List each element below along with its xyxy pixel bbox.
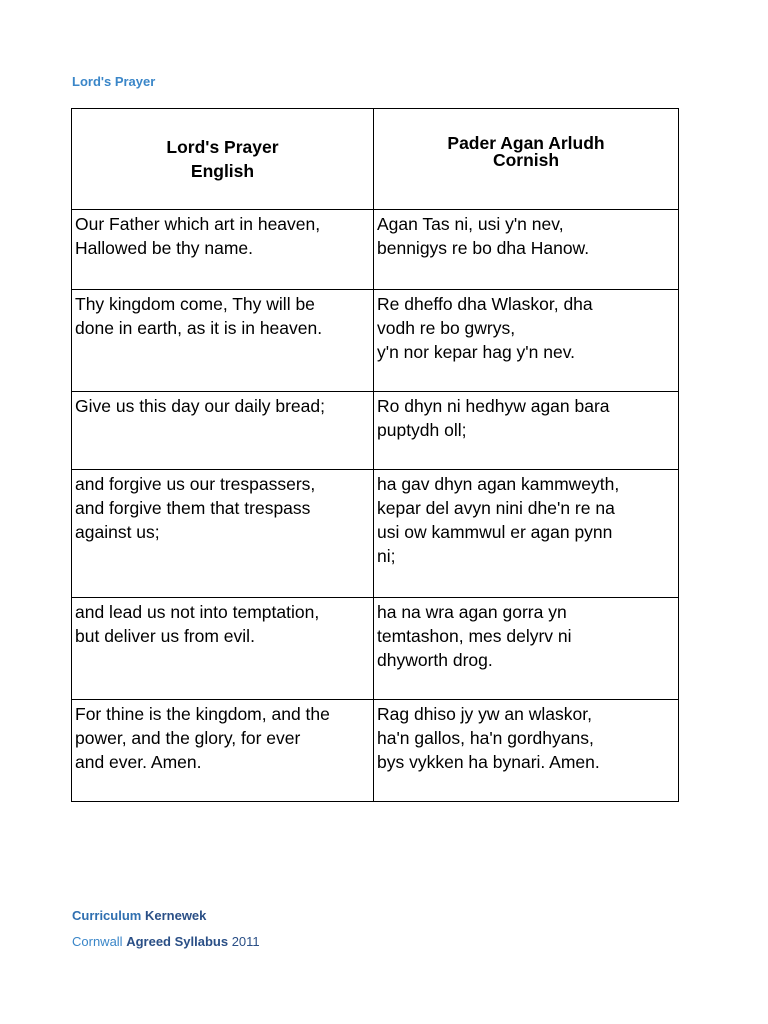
cornish-cell (374, 290, 679, 392)
english-cell (72, 598, 374, 700)
english-line: and ever. Amen. (75, 752, 202, 772)
table-row (72, 598, 679, 700)
cornish-line: ha'n gallos, ha'n gordhyans, (377, 728, 594, 748)
cornish-line: y'n nor kepar hag y'n nev. (377, 342, 576, 362)
english-line: For thine is the kingdom, and the (75, 704, 330, 724)
cornish-line: bennigys re bo dha Hanow. (377, 238, 590, 258)
cornish-line: ha gav dhyn agan kammweyth, (377, 474, 620, 494)
cornish-cell (374, 470, 679, 598)
footer-curriculum-word: Curriculum (72, 908, 142, 923)
header-cornish-cell (374, 109, 679, 210)
table-row (72, 290, 679, 392)
english-cell (72, 700, 374, 802)
cornish-line: Agan Tas ni, usi y'n nev, (377, 214, 564, 234)
cornish-line: dhyworth drog. (377, 650, 493, 670)
cornish-line: Ro dhyn ni hedhyw agan bara (377, 396, 610, 416)
header-english-title: Lord's Prayer (166, 137, 279, 157)
cornish-line: ni; (377, 546, 396, 566)
cornish-line: kepar del avyn nini dhe'n re na (377, 498, 615, 518)
english-line: done in earth, as it is in heaven. (75, 318, 323, 338)
cornish-cell (374, 700, 679, 802)
header-cornish-title: Pader Agan Arludh (447, 133, 605, 153)
cornish-line: Rag dhiso jy yw an wlaskor, (377, 704, 592, 724)
english-line: and forgive them that trespass (75, 498, 311, 518)
english-line: Hallowed be thy name. (75, 238, 254, 258)
cornish-line: ha na wra agan gorra yn (377, 602, 567, 622)
footer-cornwall-word: Cornwall (72, 934, 123, 949)
cornish-line: usi ow kammwul er agan pynn (377, 522, 613, 542)
table-header-row (72, 109, 679, 210)
table-body (72, 210, 679, 802)
cornish-line: puptydh oll; (377, 420, 467, 440)
footer-curriculum (72, 908, 206, 923)
table-row (72, 210, 679, 290)
english-line: but deliver us from evil. (75, 626, 255, 646)
cornish-line: Re dheffo dha Wlaskor, dha (377, 294, 593, 314)
english-line: against us; (75, 522, 160, 542)
english-cell (72, 210, 374, 290)
english-cell (72, 290, 374, 392)
cornish-line: vodh re bo gwrys, (377, 318, 516, 338)
cornish-line: bys vykken ha bynari. Amen. (377, 752, 600, 772)
cornish-line: temtashon, mes delyrv ni (377, 626, 572, 646)
footer-year: 2011 (231, 934, 260, 949)
cornish-cell (374, 392, 679, 470)
english-line: Give us this day our daily bread; (75, 396, 325, 416)
table-row (72, 470, 679, 598)
table-row (72, 392, 679, 470)
english-line: and lead us not into temptation, (75, 602, 320, 622)
english-line: and forgive us our trespassers, (75, 474, 316, 494)
header-english-language: English (190, 161, 255, 181)
prayer-table (71, 108, 679, 802)
header-cornish-language: Cornish (492, 150, 560, 170)
footer-syllabus (72, 934, 260, 949)
english-line: Thy kingdom come, Thy will be (75, 294, 315, 314)
footer-agreed-syllabus: Agreed Syllabus (126, 934, 229, 949)
table-row (72, 700, 679, 802)
document-heading: Lord's Prayer (72, 74, 156, 89)
footer-kernewek-word: Kernewek (144, 908, 207, 923)
english-cell (72, 392, 374, 470)
english-line: Our Father which art in heaven, (75, 214, 321, 234)
cornish-cell (374, 210, 679, 290)
cornish-cell (374, 598, 679, 700)
header-english-cell (72, 109, 374, 210)
english-line: power, and the glory, for ever (75, 728, 301, 748)
english-cell (72, 470, 374, 598)
